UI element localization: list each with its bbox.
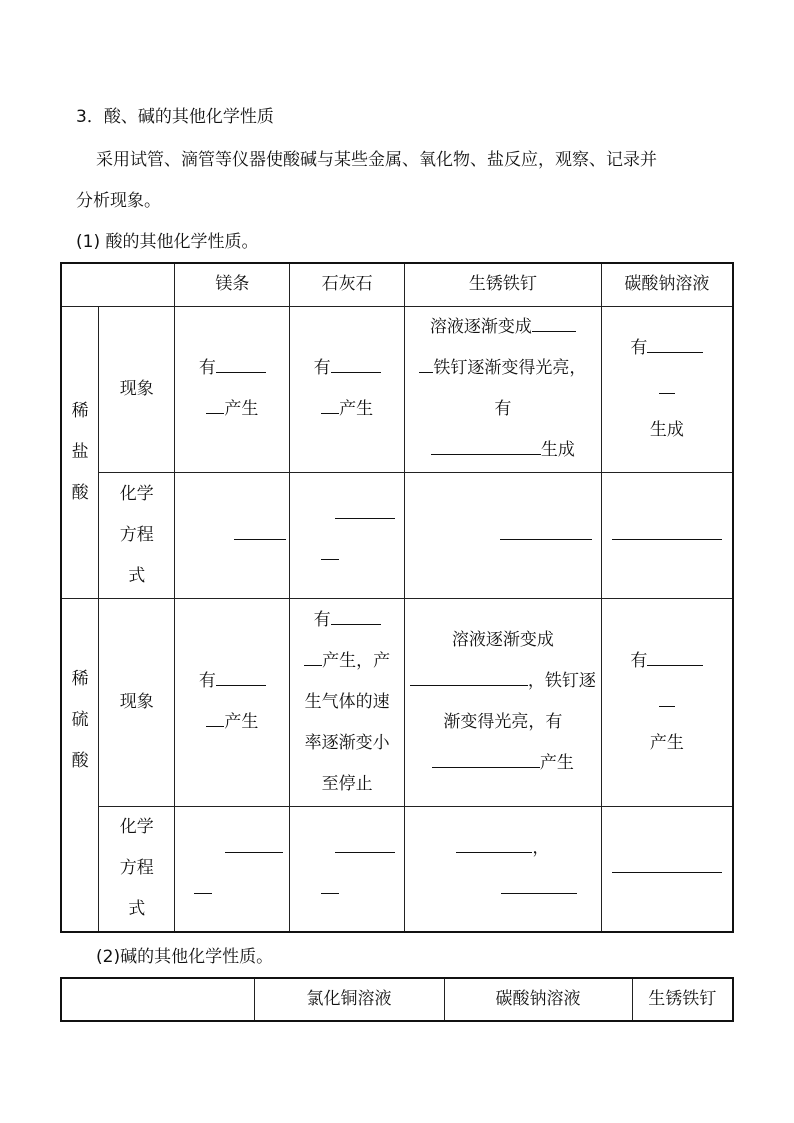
- h2so4-char-2: 硫: [71, 709, 89, 730]
- base-properties-table: [60, 977, 734, 1022]
- h2so4-rust-word-2: ，铁钉逐: [527, 671, 596, 691]
- hcl-na2co3-equation[interactable]: [601, 472, 733, 598]
- blank[interactable]: [234, 521, 286, 540]
- hcl-mg-phenomenon: [175, 306, 290, 472]
- corner-cell: [61, 263, 175, 306]
- eq-label-2: 方程: [119, 858, 154, 879]
- h2so4-rust-word-3: 渐变得光亮，有: [443, 712, 563, 732]
- blank[interactable]: [432, 749, 540, 768]
- h2so4-rust-phenomenon: [405, 598, 602, 806]
- hcl-rust-word-1: 溶液逐渐变成: [429, 317, 532, 337]
- hcl-equation-label: [99, 472, 175, 598]
- h2so4-na2co3-equation[interactable]: [601, 806, 733, 932]
- hcl-lime-word-1: 有: [313, 358, 331, 378]
- hcl-group-label: [61, 306, 99, 598]
- h2so4-group-label: [61, 598, 99, 932]
- blank[interactable]: [456, 834, 532, 853]
- rust-eq-separator: ，: [532, 837, 550, 858]
- h2so4-mg-word-2: 产生: [224, 712, 259, 732]
- blank[interactable]: [659, 375, 675, 394]
- subheading-acid: (1) 酸的其他化学性质。: [76, 232, 259, 252]
- h2so4-char-3: 酸: [71, 750, 89, 771]
- h2so4-equation-label: [99, 806, 175, 932]
- blank[interactable]: [331, 606, 381, 625]
- h2so4-mg-equation[interactable]: [175, 806, 290, 932]
- hcl-lime-phenomenon: [290, 306, 405, 472]
- blank[interactable]: [216, 354, 266, 373]
- hcl-rust-equation[interactable]: [405, 472, 602, 598]
- blank[interactable]: [500, 521, 592, 540]
- h2so4-char-1: 稀: [71, 668, 89, 689]
- h2so4-phenomenon-label: 现象: [99, 598, 175, 806]
- eq-label-1: 化学: [119, 483, 154, 504]
- hcl-rust-word-4: 生成: [540, 440, 575, 460]
- header-na2co3: 碳酸钠溶液: [444, 978, 632, 1021]
- hcl-lime-word-2: 产生: [339, 399, 374, 419]
- header-na2co3: 碳酸钠溶液: [601, 263, 733, 306]
- header-limestone: 石灰石: [290, 263, 405, 306]
- h2so4-lime-phenomenon: [290, 598, 405, 806]
- hcl-na2co3-word-1: 有: [630, 337, 648, 358]
- hcl-mg-word-1: 有: [198, 358, 216, 378]
- blank[interactable]: [321, 395, 339, 414]
- hcl-lime-equation[interactable]: [290, 472, 405, 598]
- header-rusty-nail: 生锈铁钉: [405, 263, 602, 306]
- blank[interactable]: [216, 667, 266, 686]
- blank[interactable]: [410, 667, 528, 686]
- hcl-na2co3-phenomenon: [601, 306, 733, 472]
- h2so4-mg-word-1: 有: [198, 671, 216, 691]
- eq-label-3: 式: [128, 565, 146, 586]
- blank[interactable]: [647, 647, 703, 666]
- blank[interactable]: [501, 875, 577, 894]
- hcl-mg-word-2: 产生: [224, 399, 259, 419]
- blank[interactable]: [321, 541, 339, 560]
- h2so4-lime-word-1: 有: [313, 609, 331, 630]
- h2so4-lime-equation[interactable]: [290, 806, 405, 932]
- hcl-mg-equation[interactable]: [175, 472, 290, 598]
- h2so4-na2co3-word-1: 有: [630, 650, 648, 671]
- eq-label-1: 化学: [119, 817, 154, 838]
- blank[interactable]: [647, 334, 703, 353]
- h2so4-rust-equation[interactable]: [405, 806, 602, 932]
- blank[interactable]: [321, 875, 339, 894]
- h2so4-lime-word-3: 生气体的速: [304, 691, 390, 712]
- h2so4-lime-word-4: 率逐渐变小: [304, 732, 390, 753]
- blank[interactable]: [335, 834, 395, 853]
- blank[interactable]: [206, 708, 224, 727]
- header-cucl2: 氯化铜溶液: [254, 978, 444, 1021]
- blank[interactable]: [335, 500, 395, 519]
- blank[interactable]: [304, 647, 322, 666]
- hcl-na2co3-word-2: 生成: [649, 419, 684, 440]
- corner-cell: [61, 978, 254, 1021]
- hcl-rust-phenomenon: [405, 306, 602, 472]
- section-heading: 3．酸、碱的其他化学性质: [76, 107, 274, 127]
- hcl-char-1: 稀: [71, 400, 89, 421]
- h2so4-rust-word-4: 产生: [539, 753, 574, 773]
- blank[interactable]: [612, 521, 722, 540]
- blank[interactable]: [419, 354, 433, 373]
- subheading-base: (2)碱的其他化学性质。: [96, 947, 274, 967]
- blank[interactable]: [612, 854, 722, 873]
- blank[interactable]: [431, 436, 541, 455]
- hcl-rust-word-3: 有: [494, 399, 512, 419]
- intro-line-1: 采用试管、滴管等仪器使酸碱与某些金属、氧化物、盐反应，观察、记录并: [96, 150, 657, 170]
- h2so4-na2co3-word-2: 产生: [649, 732, 684, 753]
- blank[interactable]: [194, 875, 212, 894]
- blank[interactable]: [225, 834, 283, 853]
- blank[interactable]: [331, 354, 381, 373]
- blank[interactable]: [659, 688, 675, 707]
- h2so4-lime-word-2: 产生，产: [322, 650, 391, 671]
- header-rusty-nail: 生锈铁钉: [632, 978, 733, 1021]
- hcl-char-3: 酸: [71, 482, 89, 503]
- blank[interactable]: [532, 313, 576, 332]
- eq-label-3: 式: [128, 899, 146, 920]
- hcl-rust-word-2: 铁钉逐渐变得光亮，: [433, 358, 587, 378]
- h2so4-lime-word-5: 至停止: [321, 773, 373, 794]
- hcl-char-2: 盐: [71, 441, 89, 462]
- acid-properties-table: [60, 262, 734, 933]
- hcl-phenomenon-label: 现象: [99, 306, 175, 472]
- intro-line-2: 分析现象。: [76, 191, 161, 211]
- h2so4-rust-word-1: 溶液逐渐变成: [451, 630, 554, 650]
- eq-label-2: 方程: [119, 524, 154, 545]
- header-mg: 镁条: [175, 263, 290, 306]
- h2so4-na2co3-phenomenon: [601, 598, 733, 806]
- h2so4-mg-phenomenon: [175, 598, 290, 806]
- blank[interactable]: [206, 395, 224, 414]
